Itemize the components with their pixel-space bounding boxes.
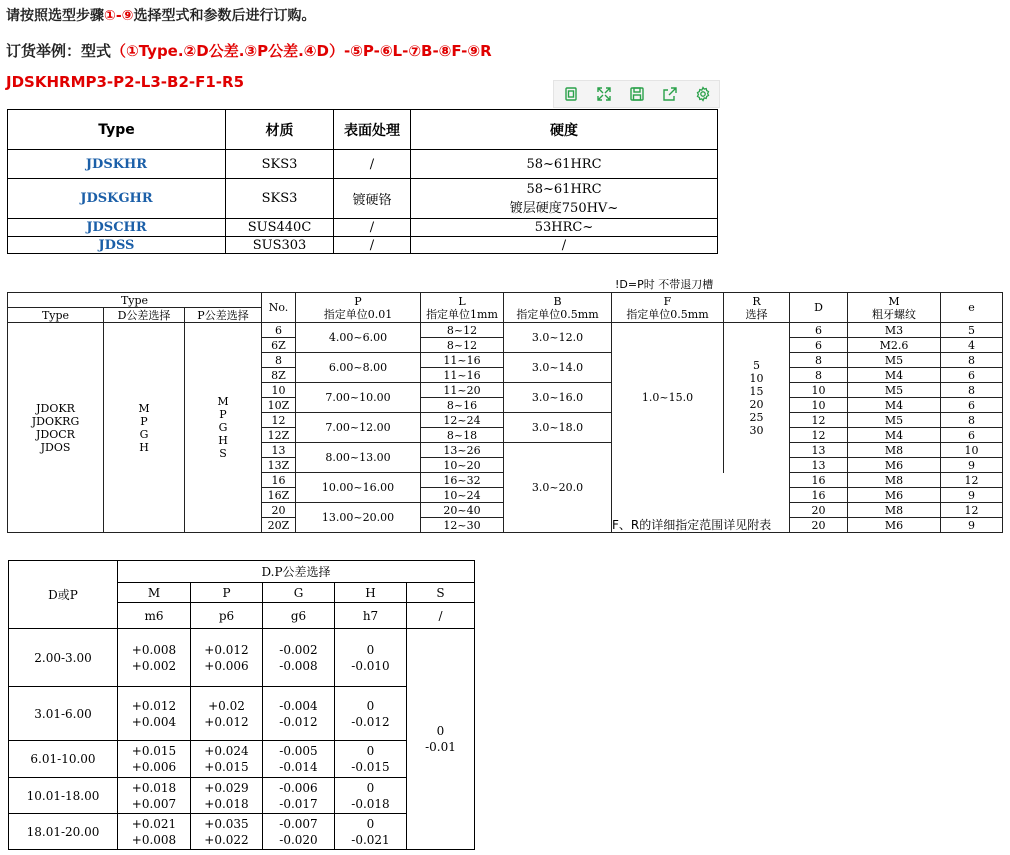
m-tol-cell: [118, 814, 191, 850]
class-header-s: /: [407, 603, 475, 629]
l-cell: 12~30: [421, 518, 504, 533]
lower-value: +0.018: [204, 796, 249, 811]
e-cell: 8: [941, 353, 1003, 368]
l-cell: 13~26: [421, 443, 504, 458]
surface-cell: /: [334, 219, 411, 237]
class-header-g6: g6: [263, 603, 335, 629]
type-item: JDOKR: [36, 401, 75, 415]
h-tol-cell: [335, 814, 407, 850]
intro-step-range: ①-⑨: [104, 8, 134, 24]
m-header-unit: 粗牙螺纹: [872, 307, 916, 321]
hardness-line: 58~61HRC: [526, 181, 602, 197]
d-cell: 10: [790, 398, 848, 413]
e-cell: 6: [941, 428, 1003, 443]
e-cell: 10: [941, 443, 1003, 458]
lower-value: +0.006: [204, 658, 249, 673]
hardness-cell: 58~61HRC: [411, 150, 718, 179]
d-tolerance-item: M: [138, 401, 150, 415]
p-tolerance-header: P公差选择: [185, 308, 262, 323]
m-cell: M2.6: [848, 338, 941, 353]
type-item: JDOKRG: [31, 414, 80, 428]
upper-value: +0.018: [131, 780, 177, 795]
l-cell: 8~12: [421, 338, 504, 353]
e-cell: 5: [941, 323, 1003, 338]
material-cell: SKS3: [226, 179, 334, 219]
e-cell: 9: [941, 458, 1003, 473]
d-header: D: [790, 293, 848, 323]
d-tolerance-item: P: [140, 414, 148, 428]
p-range-cell: 7.00~12.00: [296, 413, 421, 443]
r-item: 15: [749, 384, 764, 398]
d-tolerance-header: D公差选择: [104, 308, 185, 323]
r-item: 20: [749, 397, 764, 411]
corner-header: D或P: [9, 561, 118, 629]
table-row: [9, 687, 475, 741]
surface-cell: /: [334, 237, 411, 254]
order-example-label: 订货举例：型式: [6, 42, 112, 60]
lower-value: -0.017: [279, 796, 318, 811]
lower-value: -0.012: [279, 714, 318, 729]
m-cell: M8: [848, 503, 941, 518]
upper-value: +0.02: [208, 698, 245, 713]
d-cell: 16: [790, 488, 848, 503]
lower-value: +0.012: [204, 714, 249, 729]
l-header-unit: 指定单位1mm: [426, 307, 498, 321]
e-cell: 4: [941, 338, 1003, 353]
header-material: 材质: [226, 110, 334, 150]
intro-suffix: 选择型式和参数后进行订购。: [133, 8, 316, 24]
surface-cell: 镀硬铬: [334, 179, 411, 219]
p-range-cell: 10.00~16.00: [296, 473, 421, 503]
m-tol-cell: [118, 778, 191, 814]
f-header: [612, 293, 724, 323]
e-cell: 6: [941, 398, 1003, 413]
letter-header-s: S: [407, 583, 475, 603]
upper-value: +0.012: [204, 642, 249, 657]
l-cell: 12~24: [421, 413, 504, 428]
m-cell: M4: [848, 398, 941, 413]
e-cell: 6: [941, 368, 1003, 383]
d-cell: 8: [790, 368, 848, 383]
type-item: JDOS: [40, 440, 71, 454]
m-cell: M8: [848, 443, 941, 458]
no-cell: 12Z: [262, 428, 296, 443]
no-cell: 13: [262, 443, 296, 458]
hardness-cell: 53HRC~: [411, 219, 718, 237]
p-tolerance-item: P: [219, 408, 227, 421]
table-row: [9, 741, 475, 778]
e-cell: 8: [941, 413, 1003, 428]
e-cell: 9: [941, 488, 1003, 503]
m-header-label: M: [888, 294, 900, 308]
fr-footnote-cell: F、R的详细指定范围详见附表: [612, 473, 790, 533]
d-tolerance-item: H: [139, 440, 149, 454]
m-cell: M6: [848, 518, 941, 533]
type-group-header: Type: [8, 293, 262, 308]
no-cell: 8: [262, 353, 296, 368]
upper-value: +0.024: [204, 744, 249, 758]
b-range-cell: 3.0~12.0: [504, 323, 612, 353]
h-tol-cell: [335, 741, 407, 778]
h-tol-cell: [335, 778, 407, 814]
p-tol-cell: [191, 778, 263, 814]
lower-value: +0.002: [131, 658, 177, 673]
l-cell: 8~12: [421, 323, 504, 338]
upper-value: -0.002: [279, 642, 318, 657]
lower-value: -0.015: [351, 760, 390, 774]
table-row: [9, 814, 475, 850]
p-header-unit: 指定单位0.01: [323, 307, 393, 321]
lower-value: -0.012: [351, 714, 390, 729]
p-header-label: P: [354, 294, 362, 308]
upper-value: -0.005: [279, 744, 318, 758]
lower-value: +0.008: [131, 832, 177, 847]
p-range-cell: 4.00~6.00: [296, 323, 421, 353]
upper-value: 0: [366, 744, 375, 758]
f-range-cell: 1.0~15.0: [612, 323, 724, 473]
table-row: [9, 778, 475, 814]
l-cell: 11~20: [421, 383, 504, 398]
type-cell: JDSCHR: [8, 219, 226, 237]
d-cell: 6: [790, 338, 848, 353]
table-row: [9, 629, 475, 687]
upper-value: 0: [366, 816, 375, 831]
class-header-m6: m6: [118, 603, 191, 629]
m-cell: M4: [848, 368, 941, 383]
order-example: [6, 40, 492, 61]
fit-page-icon[interactable]: [554, 81, 587, 107]
upper-value: +0.008: [131, 642, 177, 657]
p-tol-cell: [191, 741, 263, 778]
l-cell: 10~20: [421, 458, 504, 473]
no-cell: 8Z: [262, 368, 296, 383]
no-cell: 6: [262, 323, 296, 338]
d-cell: 12: [790, 428, 848, 443]
upper-value: +0.015: [131, 744, 177, 758]
material-cell: SUS440C: [226, 219, 334, 237]
lower-value: -0.008: [279, 658, 318, 673]
m-header: [848, 293, 941, 323]
b-range-cell: 3.0~20.0: [504, 443, 612, 533]
dimension-table: [7, 292, 1003, 533]
hardness-cell: /: [411, 237, 718, 254]
table-row: [8, 237, 718, 254]
upper-value: +0.012: [131, 698, 177, 713]
d-cell: 13: [790, 458, 848, 473]
save-icon[interactable]: [620, 81, 653, 107]
upper-value: +0.021: [131, 816, 177, 831]
h-tol-cell: [335, 687, 407, 741]
p-tolerance-item: M: [217, 395, 229, 408]
m-cell: M8: [848, 473, 941, 488]
e-header: e: [941, 293, 1003, 323]
type-cell: JDSKGHR: [8, 179, 226, 219]
material-cell: SUS303: [226, 237, 334, 254]
lower-value: +0.015: [204, 760, 249, 774]
l-cell: 11~16: [421, 353, 504, 368]
upper-value: 0: [366, 698, 375, 713]
r-item: 25: [749, 410, 764, 424]
settings-icon[interactable]: [686, 81, 719, 107]
range-cell: 2.00-3.00: [9, 629, 118, 687]
g-tol-cell: [263, 629, 335, 687]
no-cell: 12: [262, 413, 296, 428]
p-tolerance-item: H: [218, 434, 228, 447]
no-cell: 10: [262, 383, 296, 398]
m-cell: M5: [848, 353, 941, 368]
range-cell: 18.01-20.00: [9, 814, 118, 850]
lower-value: +0.007: [131, 796, 177, 811]
type-header: Type: [8, 308, 104, 323]
g-tol-cell: [263, 687, 335, 741]
no-cell: 16Z: [262, 488, 296, 503]
m-cell: M6: [848, 458, 941, 473]
p-range-cell: 13.00~20.00: [296, 503, 421, 533]
upper-value: +0.029: [204, 780, 249, 795]
p-range-cell: 7.00~10.00: [296, 383, 421, 413]
m-cell: M4: [848, 428, 941, 443]
range-cell: 3.01-6.00: [9, 687, 118, 741]
e-cell: 8: [941, 383, 1003, 398]
order-example-code: （①Type.②D公差.③P公差.④D）-⑤P-⑥L-⑦B-⑧F-⑨R: [111, 42, 492, 60]
intro-text: [6, 5, 316, 25]
material-cell: SKS3: [226, 150, 334, 179]
d-cell: 20: [790, 503, 848, 518]
d-cell: 20: [790, 518, 848, 533]
d-cell: 12: [790, 413, 848, 428]
class-header-p6: p6: [191, 603, 263, 629]
d-cell: 8: [790, 353, 848, 368]
upper-value: -0.007: [279, 816, 318, 831]
m-tol-cell: [118, 741, 191, 778]
p-tolerance-item: S: [219, 447, 227, 460]
no-cell: 13Z: [262, 458, 296, 473]
lower-value: -0.014: [279, 760, 318, 774]
p-range-cell: 6.00~8.00: [296, 353, 421, 383]
b-range-cell: 3.0~14.0: [504, 353, 612, 383]
type-list-cell: [8, 323, 104, 533]
hardness-cell: [411, 179, 718, 219]
p-tol-cell: [191, 687, 263, 741]
intro-prefix: 请按照选型步骤: [6, 8, 104, 24]
m-cell: M5: [848, 383, 941, 398]
b-header-unit: 指定单位0.5mm: [516, 307, 599, 321]
m-cell: M3: [848, 323, 941, 338]
d-tolerance-item: G: [139, 427, 149, 441]
l-header-label: L: [458, 294, 466, 308]
table2-note: !D=P时 不带退刀槽: [615, 278, 714, 291]
upper-value: +0.035: [204, 816, 249, 831]
lower-value: -0.021: [351, 832, 390, 847]
header-hardness: 硬度: [411, 110, 718, 150]
l-cell: 11~16: [421, 368, 504, 383]
d-cell: 10: [790, 383, 848, 398]
l-cell: 8~18: [421, 428, 504, 443]
table-row: [8, 219, 718, 237]
e-cell: 12: [941, 473, 1003, 488]
r-header-unit: 选择: [745, 307, 768, 321]
upper-value: -0.004: [279, 698, 318, 713]
d-cell: 6: [790, 323, 848, 338]
b-range-cell: 3.0~16.0: [504, 383, 612, 413]
tolerance-table: [8, 560, 475, 850]
table-row: [8, 323, 1003, 338]
letter-header-h: H: [335, 583, 407, 603]
class-header-h7: h7: [335, 603, 407, 629]
header-surface: 表面处理: [334, 110, 411, 150]
f-header-label: F: [663, 294, 672, 308]
m-cell: M6: [848, 488, 941, 503]
no-cell: 16: [262, 473, 296, 488]
r-header: [724, 293, 790, 323]
material-table: [7, 109, 718, 254]
b-header: [504, 293, 612, 323]
type-item: JDOCR: [36, 427, 75, 441]
f-header-unit: 指定单位0.5mm: [626, 307, 709, 321]
p-header: [296, 293, 421, 323]
l-cell: 20~40: [421, 503, 504, 518]
r-item: 30: [749, 423, 764, 437]
letter-header-p: P: [191, 583, 263, 603]
lower-value: -0.01: [425, 740, 456, 754]
range-cell: 6.01-10.00: [9, 741, 118, 778]
type-cell: JDSS: [8, 237, 226, 254]
lower-value: +0.022: [204, 832, 249, 847]
lower-value: +0.006: [131, 760, 177, 774]
r-item: 5: [753, 358, 760, 372]
no-header: No.: [262, 293, 296, 323]
table-row: [8, 150, 718, 179]
upper-value: 0: [366, 642, 375, 657]
upper-value: 0: [436, 724, 445, 738]
l-header: [421, 293, 504, 323]
fullscreen-icon[interactable]: [587, 81, 620, 107]
e-cell: 12: [941, 503, 1003, 518]
no-cell: 6Z: [262, 338, 296, 353]
b-header-label: B: [553, 294, 562, 308]
upper-value: 0: [366, 780, 375, 795]
r-header-label: R: [752, 294, 761, 308]
h-tol-cell: [335, 629, 407, 687]
upper-value: -0.006: [279, 780, 318, 795]
letter-header-g: G: [263, 583, 335, 603]
no-cell: 20Z: [262, 518, 296, 533]
s-tol-cell: [407, 629, 475, 850]
r-list-cell: [724, 323, 790, 473]
p-tol-cell: [191, 629, 263, 687]
example-part-number: JDSKHRMP3-P2-L3-B2-F1-R5: [6, 73, 245, 91]
e-cell: 9: [941, 518, 1003, 533]
g-tol-cell: [263, 814, 335, 850]
surface-cell: /: [334, 150, 411, 179]
lower-value: -0.018: [351, 796, 390, 811]
lower-value: +0.004: [131, 714, 177, 729]
l-cell: 16~32: [421, 473, 504, 488]
d-cell: 13: [790, 443, 848, 458]
no-cell: 20: [262, 503, 296, 518]
b-range-cell: 3.0~18.0: [504, 413, 612, 443]
p-range-cell: 8.00~13.00: [296, 443, 421, 473]
type-cell: JDSKHR: [8, 150, 226, 179]
group-header: D.P公差选择: [118, 561, 475, 583]
d-tolerance-list-cell: [104, 323, 185, 533]
d-cell: 16: [790, 473, 848, 488]
range-cell: 10.01-18.00: [9, 778, 118, 814]
r-item: 10: [749, 371, 764, 385]
p-tolerance-item: G: [218, 421, 228, 434]
lower-value: -0.010: [351, 658, 390, 673]
share-icon[interactable]: [653, 81, 686, 107]
m-cell: M5: [848, 413, 941, 428]
letter-header-m: M: [118, 583, 191, 603]
p-tolerance-list-cell: [185, 323, 262, 533]
table-toolbar: [553, 80, 720, 108]
no-cell: 10Z: [262, 398, 296, 413]
g-tol-cell: [263, 741, 335, 778]
header-type: Type: [8, 110, 226, 150]
lower-value: -0.020: [279, 832, 318, 847]
m-tol-cell: [118, 629, 191, 687]
g-tol-cell: [263, 778, 335, 814]
l-cell: 10~24: [421, 488, 504, 503]
m-tol-cell: [118, 687, 191, 741]
p-tol-cell: [191, 814, 263, 850]
l-cell: 8~16: [421, 398, 504, 413]
table-row: [8, 179, 718, 219]
coating-hardness-line: 镀层硬度750HV~: [509, 200, 619, 216]
